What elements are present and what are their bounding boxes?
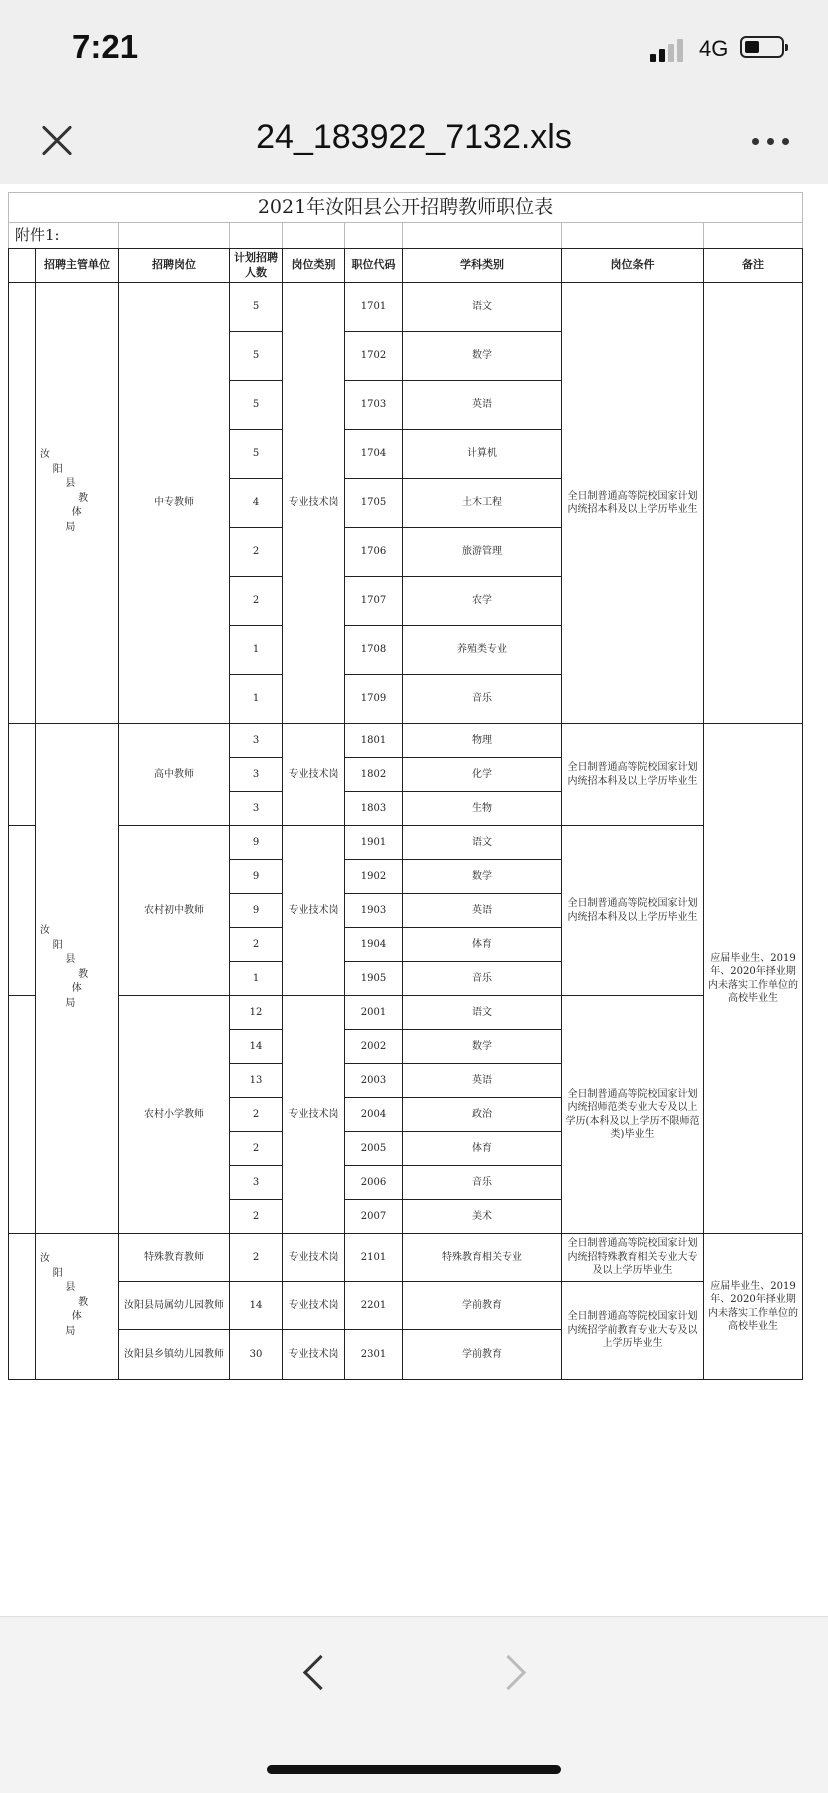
unit-vocational-text: 汝 阳 县 教 体 局 [40,449,89,533]
attachment-label [8,222,119,249]
category-g6-text: 专业技术岗 [288,1299,339,1311]
unit-schools [35,723,119,1234]
position-code-1803-text: 1803 [360,802,387,814]
unit-vocational [35,282,119,724]
subject-1801-text: 物理 [472,734,492,746]
plan-count-1705-text: 4 [252,497,260,509]
condition-g5-text: 全日制普通高等院校国家计划内统招特殊教育相关专业大专及以上学历毕业生 [567,1238,698,1277]
post-g1-text: 中专教师 [154,497,194,509]
home-indicator [267,1765,561,1774]
position-code-1902-text: 1902 [360,870,387,882]
header-3 [282,248,345,283]
position-code-2001-text: 2001 [360,1006,387,1018]
position-code-1903-text: 1903 [360,904,387,916]
plan-count-1903-text: 9 [252,904,260,916]
header-6-text: 岗位条件 [610,258,655,272]
status-time: 7:21 [72,28,139,65]
empty-cell [282,222,345,249]
subject-2006-text: 音乐 [472,1176,492,1188]
header-1-text: 招聘岗位 [152,258,196,272]
header-0-text: 招聘主管单位 [44,258,110,272]
condition-g3 [561,825,704,996]
post-g6-text: 汝阳县局属幼儿园教师 [124,1299,224,1311]
post-g5-text: 特殊教育教师 [144,1251,204,1263]
plan-count-1708-text: 1 [252,644,260,656]
subject-1707 [402,576,562,626]
position-code-1705-text: 1705 [360,497,387,509]
empty-cell [703,222,803,249]
attachment-label-text: 附件1: [15,226,60,245]
position-code-1702 [344,331,403,381]
header-6 [561,248,704,283]
subject-1904-text: 体育 [472,938,492,950]
subject-1708 [402,625,562,675]
plan-count-1901-text: 9 [252,836,260,848]
subject-2001 [402,995,562,1030]
plan-count-2301-text: 30 [249,1348,263,1360]
position-code-2007 [344,1199,403,1234]
plan-count-2005 [229,1131,283,1166]
position-code-1702-text: 1702 [360,350,387,362]
subject-1903 [402,893,562,928]
condition-g5 [561,1233,704,1282]
subject-1902 [402,859,562,894]
plan-count-1706-text: 2 [252,546,260,558]
post-g1 [118,282,230,724]
position-code-2007-text: 2007 [360,1210,387,1222]
subject-1904 [402,927,562,962]
category-g4 [282,995,345,1234]
position-code-1706-text: 1706 [360,546,387,558]
subject-1905 [402,961,562,996]
subject-2201 [402,1281,562,1330]
position-code-2301-text: 2301 [360,1348,387,1360]
position-code-1902 [344,859,403,894]
position-code-1701-text: 1701 [360,301,387,313]
header-7-text: 备注 [742,258,764,272]
remark-bottom [703,1233,803,1380]
position-code-1905 [344,961,403,996]
subject-2301 [402,1329,562,1380]
sheet-title-text: 2021年汝阳县公开招聘教师职位表 [257,195,554,218]
subject-2001-text: 语文 [472,1006,492,1018]
condition-kindergarten [561,1281,704,1380]
subject-1702-text: 数学 [472,350,492,362]
subject-1704-text: 计算机 [467,448,497,460]
plan-count-2007 [229,1199,283,1234]
subject-1708-text: 养殖类专业 [457,644,507,656]
header-5-text: 学科类别 [460,258,504,272]
plan-count-1701-text: 5 [252,301,260,313]
post-g3-text: 农村初中教师 [144,904,204,916]
post-g3 [118,825,230,996]
plan-count-1709 [229,674,283,724]
subject-2003 [402,1063,562,1098]
position-code-2003-text: 2003 [360,1074,387,1086]
position-code-1706 [344,527,403,577]
post-g7 [118,1329,230,1380]
position-code-1709 [344,674,403,724]
subject-1901 [402,825,562,860]
plan-count-1702 [229,331,283,381]
position-code-1802 [344,757,403,792]
post-g7-text: 汝阳县乡镇幼儿园教师 [124,1348,224,1360]
index-cell [8,282,36,724]
post-g6 [118,1281,230,1330]
position-code-1704 [344,429,403,479]
category-g7 [282,1329,345,1380]
position-code-1701 [344,282,403,332]
subject-2005-text: 体育 [472,1142,492,1154]
close-icon[interactable] [40,124,74,158]
subject-1905-text: 音乐 [472,972,492,984]
position-code-1904-text: 1904 [360,938,387,950]
post-g4-text: 农村小学教师 [144,1108,204,1120]
position-code-1709-text: 1709 [360,693,387,705]
empty-cell [118,222,230,249]
status-bar [0,0,828,92]
plan-count-1902-text: 9 [252,870,260,882]
position-code-1901 [344,825,403,860]
subject-1706-text: 旅游管理 [462,546,502,558]
subject-2002-text: 数学 [472,1040,492,1052]
post-g2-text: 高中教师 [154,768,194,780]
position-code-2004-text: 2004 [360,1108,387,1120]
plan-count-1704 [229,429,283,479]
position-code-2301 [344,1329,403,1380]
position-code-1707 [344,576,403,626]
post-g5 [118,1233,230,1282]
subject-2005 [402,1131,562,1166]
subject-2007-text: 美术 [472,1210,492,1222]
plan-count-2001 [229,995,283,1030]
plan-count-1902 [229,859,283,894]
subject-1709 [402,674,562,724]
position-code-1903 [344,893,403,928]
category-g6 [282,1281,345,1330]
remark-bottom-text: 应届毕业生、2019年、2020年择业期内未落实工作单位的高校毕业生 [708,1280,798,1332]
header-3-text: 岗位类别 [291,258,336,272]
position-code-1705 [344,478,403,528]
position-code-2201-text: 2201 [360,1299,387,1311]
category-g2 [282,723,345,826]
position-code-1803 [344,791,403,826]
empty-cell [402,222,562,249]
plan-count-1802-text: 3 [252,768,260,780]
network-label: 4G [699,36,729,61]
plan-count-1707 [229,576,283,626]
position-code-2002 [344,1029,403,1064]
position-code-1905-text: 1905 [360,972,387,984]
condition-g1-text: 全日制普通高等院校国家计划内统招本科及以上学历毕业生 [567,490,698,515]
subject-1802 [402,757,562,792]
unit-kindergarten-text: 汝 阳 县 教 体 局 [40,1253,89,1337]
subject-2201-text: 学前教育 [462,1299,502,1311]
plan-count-1705 [229,478,283,528]
index-cell [8,825,36,996]
category-g5-text: 专业技术岗 [288,1251,339,1263]
plan-count-2003 [229,1063,283,1098]
subject-1901-text: 语文 [472,836,492,848]
plan-count-1801 [229,723,283,758]
plan-count-2004 [229,1097,283,1132]
position-code-2006 [344,1165,403,1200]
plan-count-2005-text: 2 [252,1142,260,1154]
plan-count-2002 [229,1029,283,1064]
position-code-1904 [344,927,403,962]
condition-g2 [561,723,704,826]
position-code-1708-text: 1708 [360,644,387,656]
plan-count-1704-text: 5 [252,448,260,460]
header-7 [703,248,803,283]
subject-1803-text: 生物 [472,802,492,814]
index-cell [8,723,36,826]
plan-count-2002-text: 14 [249,1040,263,1052]
subject-1705-text: 土木工程 [462,497,502,509]
subject-1706 [402,527,562,577]
subject-2004-text: 政治 [472,1108,492,1120]
plan-count-1803-text: 3 [252,802,260,814]
subject-1802-text: 化学 [472,768,492,780]
battery-icon [740,36,784,58]
plan-count-1801-text: 3 [252,734,260,746]
header-4 [344,248,403,283]
plan-count-1708 [229,625,283,675]
subject-1903-text: 英语 [472,904,492,916]
post-g4 [118,995,230,1234]
empty-cell [344,222,403,249]
condition-g2-text: 全日制普通高等院校国家计划内统招本科及以上学历毕业生 [567,762,698,787]
subject-1707-text: 农学 [472,595,492,607]
category-g1 [282,282,345,724]
position-code-1801-text: 1801 [360,734,387,746]
plan-count-2004-text: 2 [252,1108,260,1120]
post-g2 [118,723,230,826]
plan-count-1703 [229,380,283,430]
subject-1701 [402,282,562,332]
position-code-2004 [344,1097,403,1132]
plan-count-1802 [229,757,283,792]
plan-count-1702-text: 5 [252,350,260,362]
position-code-1703 [344,380,403,430]
category-g3-text: 专业技术岗 [288,904,339,916]
category-g4-text: 专业技术岗 [288,1108,339,1120]
subject-2007 [402,1199,562,1234]
position-code-2101 [344,1233,403,1282]
more-icon[interactable] [752,138,792,146]
plan-count-2003-text: 13 [249,1074,263,1086]
header-5 [402,248,562,283]
remark-schools [703,723,803,1234]
subject-1701-text: 语文 [472,301,492,313]
header-1 [118,248,230,283]
plan-count-1703-text: 5 [252,399,260,411]
position-code-1704-text: 1704 [360,448,387,460]
position-code-1708 [344,625,403,675]
empty-cell [561,222,704,249]
subject-1702 [402,331,562,381]
condition-g3-text: 全日制普通高等院校国家计划内统招本科及以上学历毕业生 [567,898,698,923]
subject-2006 [402,1165,562,1200]
subject-2301-text: 学前教育 [462,1348,502,1360]
empty-cell [229,222,283,249]
signal-icon [650,38,690,62]
position-code-1703-text: 1703 [360,399,387,411]
index-cell [8,1233,36,1380]
category-g5 [282,1233,345,1282]
plan-count-1905 [229,961,283,996]
plan-count-1709-text: 1 [252,693,260,705]
unit-schools-text: 汝 阳 县 教 体 局 [40,925,89,1009]
category-g3 [282,825,345,996]
subject-2003-text: 英语 [472,1074,492,1086]
subject-1709-text: 音乐 [472,693,492,705]
condition-g1 [561,282,704,724]
category-g1-text: 专业技术岗 [288,497,339,509]
condition-g4 [561,995,704,1234]
position-code-2003 [344,1063,403,1098]
subject-1705 [402,478,562,528]
sheet-title [8,192,803,223]
remark-schools-text: 应届毕业生、2019年、2020年择业期内未落实工作单位的高校毕业生 [708,952,798,1004]
subject-2004 [402,1097,562,1132]
plan-count-2201-text: 14 [249,1299,263,1311]
category-g7-text: 专业技术岗 [288,1348,339,1360]
position-code-2201 [344,1281,403,1330]
subject-1803 [402,791,562,826]
position-code-2001 [344,995,403,1030]
plan-count-1707-text: 2 [252,595,260,607]
plan-count-2007-text: 2 [252,1210,260,1222]
plan-count-1904 [229,927,283,962]
plan-count-2006 [229,1165,283,1200]
position-code-2005 [344,1131,403,1166]
plan-count-1903 [229,893,283,928]
position-code-2006-text: 2006 [360,1176,387,1188]
subject-1704 [402,429,562,479]
plan-count-2001-text: 12 [249,1006,263,1018]
condition-kindergarten-text: 全日制普通高等院校国家计划内统招学前教育专业大专及以上学历毕业生 [567,1311,698,1350]
plan-count-2006-text: 3 [252,1176,260,1188]
plan-count-1803 [229,791,283,826]
subject-2101 [402,1233,562,1282]
header-0 [35,248,119,283]
file-title: 24_183922_7132.xls [256,118,572,156]
unit-kindergarten [35,1233,119,1380]
plan-count-1904-text: 2 [252,938,260,950]
remark-g1 [703,282,803,724]
plan-count-2301 [229,1329,283,1380]
subject-1703-text: 英语 [472,399,492,411]
spreadsheet[interactable] [8,192,802,1372]
header-index [8,248,36,283]
index-cell [8,995,36,1234]
plan-count-1701 [229,282,283,332]
condition-g4-text: 全日制普通高等院校国家计划内统招师范类专业大专及以上学历(本科及以上学历不限师范类)毕业生 [565,1088,700,1140]
subject-1703 [402,380,562,430]
plan-count-1901 [229,825,283,860]
position-code-1801 [344,723,403,758]
subject-2101-text: 特殊教育相关专业 [442,1251,522,1263]
plan-count-1905-text: 1 [252,972,260,984]
header-2-text: 计划招聘人数 [234,250,278,279]
position-code-1707-text: 1707 [360,595,387,607]
plan-count-2101 [229,1233,283,1282]
category-g2-text: 专业技术岗 [288,768,339,780]
position-code-2101-text: 2101 [360,1251,387,1263]
header-2 [229,248,283,283]
plan-count-1706 [229,527,283,577]
plan-count-2101-text: 2 [252,1251,260,1263]
subject-2002 [402,1029,562,1064]
plan-count-2201 [229,1281,283,1330]
position-code-1901-text: 1901 [360,836,387,848]
position-code-1802-text: 1802 [360,768,387,780]
position-code-2002-text: 2002 [360,1040,387,1052]
subject-1801 [402,723,562,758]
subject-1902-text: 数学 [472,870,492,882]
position-code-2005-text: 2005 [360,1142,387,1154]
header-4-text: 职位代码 [351,258,396,272]
